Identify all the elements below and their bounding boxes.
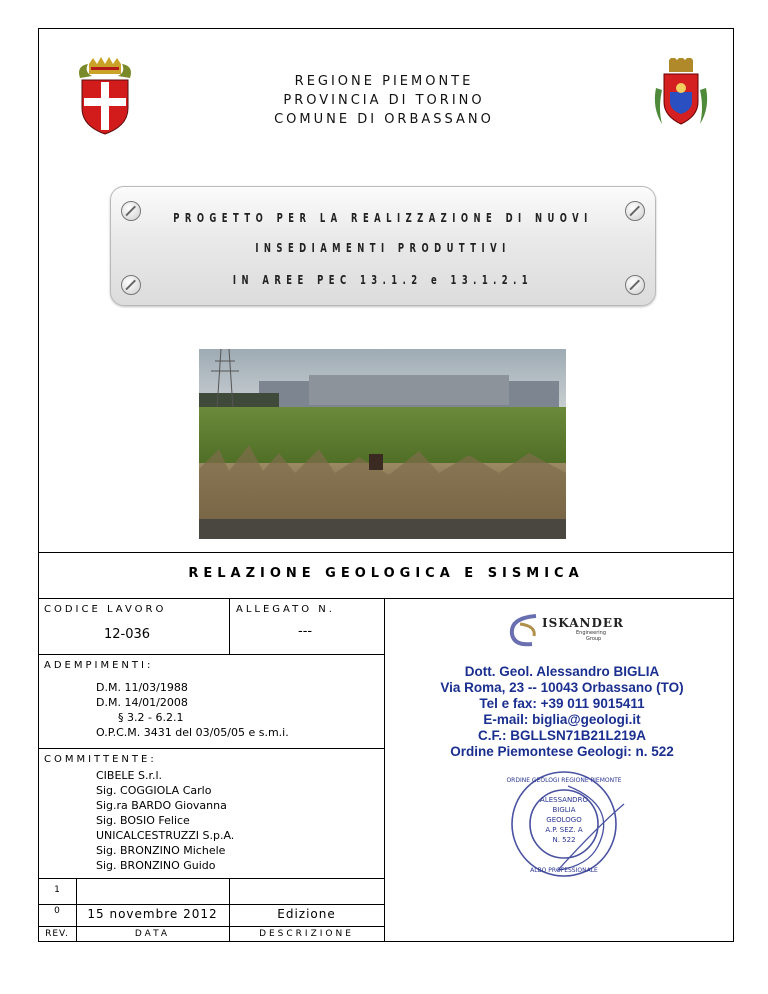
logo-swirl-icon bbox=[506, 610, 546, 650]
tax-code: C.F.: BGLLSN71B21L219A bbox=[477, 728, 647, 743]
adempimento-item: § 3.2 - 6.2.1 bbox=[118, 711, 184, 724]
address: Via Roma, 23 -- 10043 Orbassano (TO) bbox=[440, 680, 684, 695]
title-plate bbox=[110, 186, 656, 306]
project-title-line2: INSEDIAMENTI PRODUTTIVI bbox=[255, 241, 511, 255]
committente-item: Sig.ra BARDO Giovanna bbox=[96, 799, 227, 812]
committente-item: Sig. COGGIOLA Carlo bbox=[96, 784, 212, 797]
divider bbox=[38, 878, 384, 879]
divider bbox=[38, 598, 734, 599]
codice-lavoro-value: 12-036 bbox=[104, 627, 151, 642]
date-header: DATA bbox=[134, 929, 171, 939]
divider bbox=[38, 748, 384, 749]
rev-date: 15 novembre 2012 bbox=[87, 907, 218, 921]
adempimento-item: D.M. 11/03/1988 bbox=[96, 681, 188, 694]
stamp-line: N. 522 bbox=[552, 836, 576, 844]
report-title: RELAZIONE GEOLOGICA E SISMICA bbox=[188, 566, 584, 581]
header-municipality: COMUNE DI ORBASSANO bbox=[274, 112, 494, 127]
logo-name: ISKANDER bbox=[542, 616, 625, 630]
stamp-ring-text: ALBO PROFESSIONALE bbox=[530, 867, 598, 874]
divider bbox=[384, 598, 385, 942]
stamp-line: ALESSANDRO bbox=[540, 796, 588, 804]
allegato-label: ALLEGATO N. bbox=[236, 604, 335, 615]
rev-number: 0 bbox=[54, 906, 60, 916]
stamp-line: GEOLOGO bbox=[546, 816, 582, 824]
committente-item: CIBELE S.r.l. bbox=[96, 769, 163, 782]
adempimento-item: D.M. 14/01/2008 bbox=[96, 696, 188, 709]
adempimenti-label: ADEMPIMENTI: bbox=[44, 660, 154, 671]
codice-lavoro-label: CODICE LAVORO bbox=[44, 604, 167, 615]
adempimento-item: O.P.C.M. 3431 del 03/05/05 e s.m.i. bbox=[96, 726, 289, 739]
stamp-line: A.P. SEZ. A bbox=[545, 826, 583, 834]
rev-header: REV. bbox=[45, 929, 69, 939]
company-logo bbox=[506, 610, 625, 650]
header-province: PROVINCIA DI TORINO bbox=[283, 93, 485, 108]
header-region: REGIONE PIEMONTE bbox=[294, 74, 474, 89]
logo-sub: Group bbox=[586, 636, 602, 642]
professional-stamp bbox=[498, 766, 638, 884]
divider bbox=[229, 598, 230, 654]
divider bbox=[38, 552, 734, 553]
site-photo bbox=[199, 349, 566, 539]
rev-number: 1 bbox=[54, 885, 60, 895]
screw-icon bbox=[625, 201, 645, 221]
project-title-line3: IN AREE PEC 13.1.2 e 13.1.2.1 bbox=[232, 273, 534, 287]
divider bbox=[38, 926, 384, 927]
email-link[interactable]: E-mail: biglia@geologi.it bbox=[483, 712, 641, 727]
committente-item: UNICALCESTRUZZI S.p.A. bbox=[96, 829, 235, 842]
committente-label: COMMITTENTE: bbox=[44, 754, 157, 765]
description-header: DESCRIZIONE bbox=[259, 929, 354, 939]
committente-item: Sig. BRONZINO Michele bbox=[96, 844, 226, 857]
logo-sub: Engineering bbox=[576, 630, 606, 636]
register-number: Ordine Piemontese Geologi: n. 522 bbox=[450, 744, 674, 759]
geologist-name: Dott. Geol. Alessandro BIGLIA bbox=[464, 664, 660, 679]
stamp-ring-text: ORDINE GEOLOGI REGIONE PIEMONTE bbox=[506, 777, 622, 784]
screw-icon bbox=[121, 275, 141, 295]
screw-icon bbox=[121, 201, 141, 221]
divider bbox=[38, 904, 384, 905]
divider bbox=[38, 654, 384, 655]
allegato-value: --- bbox=[298, 624, 313, 639]
committente-item: Sig. BRONZINO Guido bbox=[96, 859, 216, 872]
stamp-line: BIGLIA bbox=[552, 806, 576, 814]
committente-item: Sig. BOSIO Felice bbox=[96, 814, 190, 827]
screw-icon bbox=[625, 275, 645, 295]
project-title-line1: PROGETTO PER LA REALIZZAZIONE DI NUOVI bbox=[173, 211, 593, 225]
phone: Tel e fax: +39 011 9015411 bbox=[479, 696, 645, 711]
rev-description: Edizione bbox=[277, 907, 336, 921]
